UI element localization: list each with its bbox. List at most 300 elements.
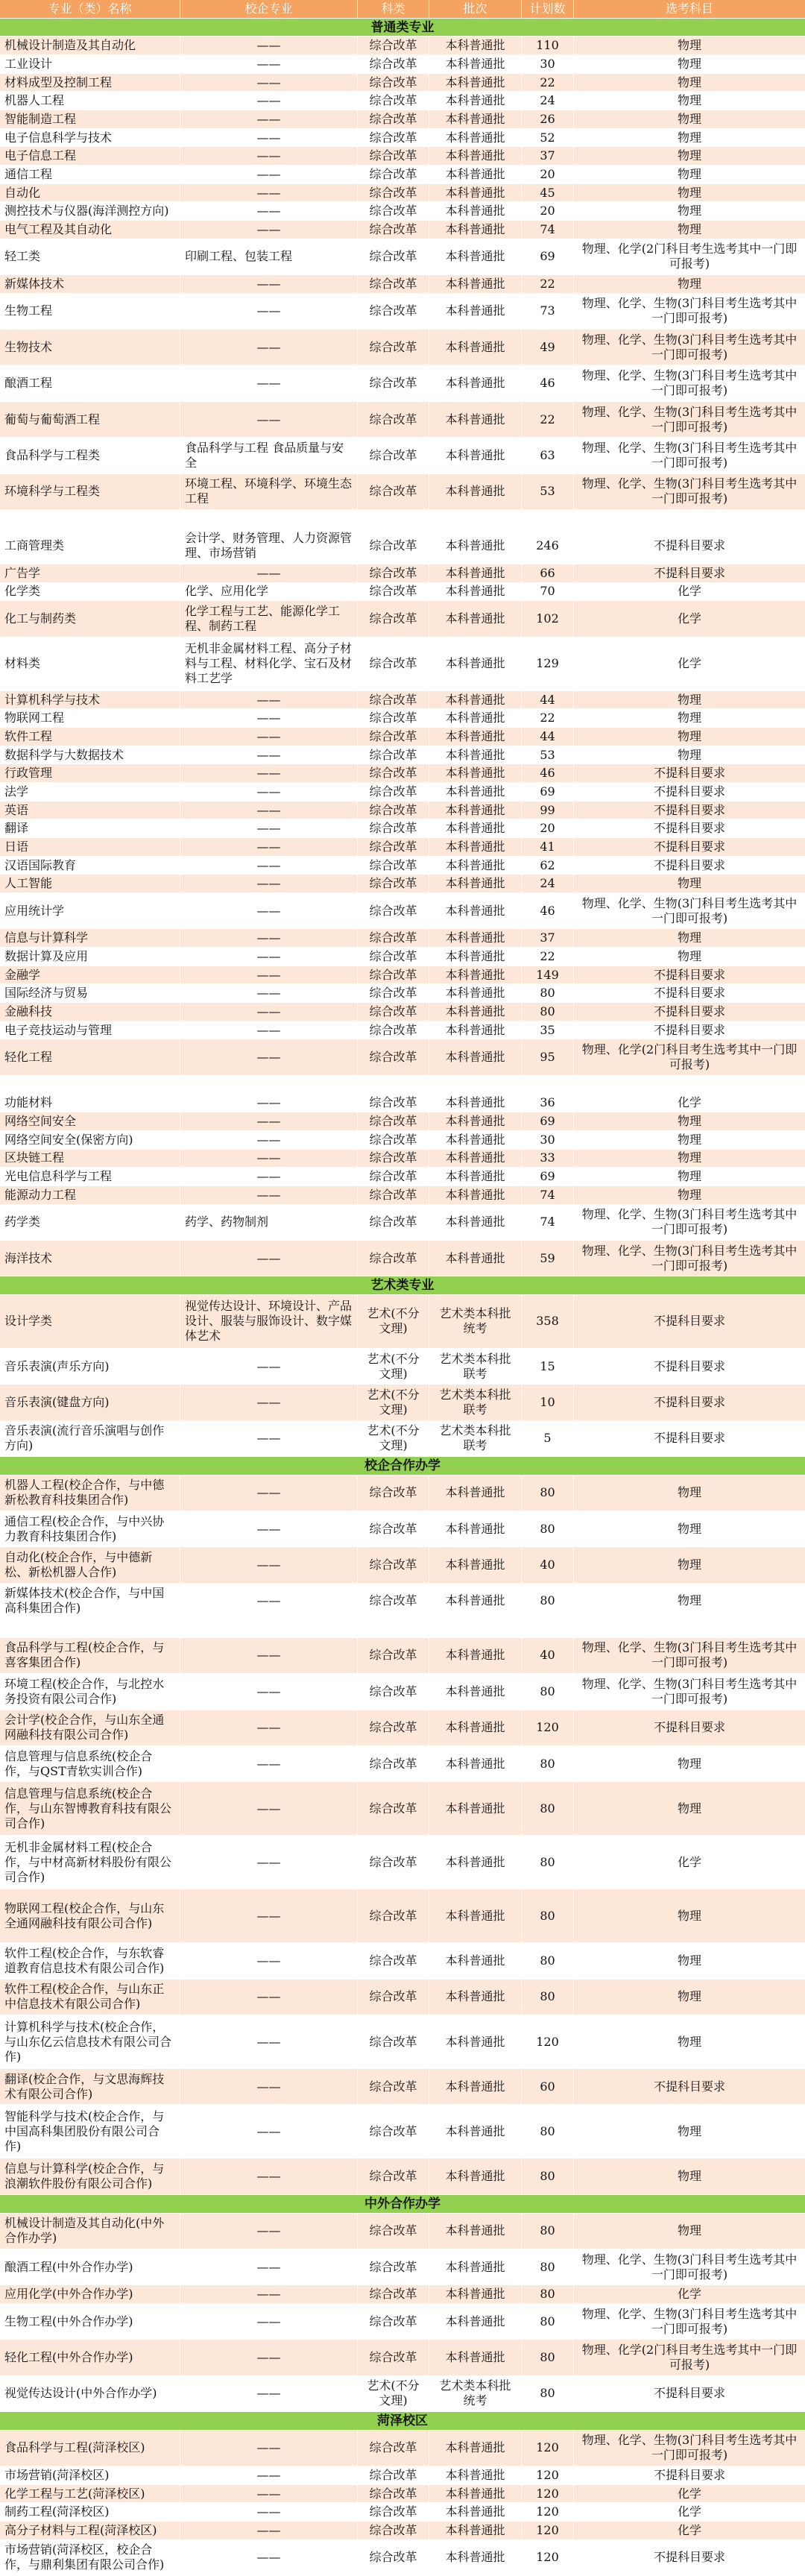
table-spacer <box>0 1619 805 1638</box>
cell-category: 综合改革 <box>358 1782 429 1835</box>
cell-required-subjects: 物理、化学、生物(3门科目考生选考其中一门即可报考) <box>581 332 798 362</box>
table-row <box>0 764 805 783</box>
cell-major-name: 网络空间安全 <box>0 1112 180 1130</box>
cell-category: 综合改革 <box>358 1547 429 1582</box>
cell-plan-count: 80 <box>522 1003 574 1021</box>
cell-major-name: 软件工程 <box>0 728 180 746</box>
cell-plan-count: 80 <box>522 1980 574 2015</box>
cell-enterprise-major: —— <box>180 2466 358 2484</box>
cell-enterprise-major: —— <box>180 1836 358 1889</box>
table-row <box>0 1476 805 1511</box>
cell-category: 综合改革 <box>358 875 429 892</box>
cell-category: 综合改革 <box>358 893 429 928</box>
cell-category: 综合改革 <box>358 2431 429 2466</box>
cell-plan-count: 15 <box>522 1349 574 1384</box>
cell-batch: 本科普通批 <box>429 1943 522 1978</box>
cell-batch: 本科普通批 <box>429 2285 522 2303</box>
cell-plan-count: 149 <box>522 966 574 984</box>
cell-major-name: 食品科学与工程类 <box>0 438 180 473</box>
cell-plan-count: 80 <box>522 1943 574 1978</box>
cell-major-name: 轻工类 <box>0 239 180 274</box>
cell-enterprise-major: —— <box>180 2105 358 2158</box>
cell-major-name: 电气工程及其自动化 <box>0 221 180 239</box>
cell-plan-count: 120 <box>522 1710 574 1745</box>
table-row <box>0 129 805 148</box>
cell-enterprise-major: —— <box>180 2503 358 2521</box>
cell-enterprise-major: —— <box>180 365 358 400</box>
table-row <box>0 294 805 330</box>
cell-required-subjects: 物理 <box>677 2034 701 2049</box>
cell-batch: 本科普通批 <box>429 110 522 128</box>
table-row <box>0 1095 805 1113</box>
cell-batch: 艺术类本科批联考 <box>429 1349 522 1384</box>
cell-required-subjects: 不提科目要求 <box>653 1431 725 1446</box>
header-plan-count: 计划数 <box>522 0 574 18</box>
cell-required-subjects: 不提科目要求 <box>653 784 725 799</box>
table-row <box>0 2285 805 2304</box>
cell-batch: 本科普通批 <box>429 1476 522 1511</box>
table-row <box>0 1638 805 1674</box>
cell-required-subjects: 物理 <box>677 1756 701 1771</box>
cell-plan-count: 70 <box>522 583 574 601</box>
cell-category: 综合改革 <box>358 2249 429 2284</box>
cell-batch: 本科普通批 <box>429 294 522 329</box>
cell-plan-count: 24 <box>522 875 574 892</box>
cell-major-name: 广告学 <box>0 564 180 582</box>
cell-enterprise-major: —— <box>180 2214 358 2249</box>
cell-enterprise-major: —— <box>180 709 358 727</box>
cell-required-subjects: 物理 <box>677 1558 701 1572</box>
cell-plan-count: 60 <box>522 2069 574 2104</box>
cell-batch: 本科普通批 <box>429 1003 522 1021</box>
cell-required-subjects: 物理 <box>677 692 701 707</box>
cell-required-subjects: 不提科目要求 <box>653 839 725 854</box>
table-row <box>0 583 805 602</box>
cell-major-name: 金融学 <box>0 966 180 984</box>
cell-plan-count: 80 <box>522 2340 574 2375</box>
table-row <box>0 2540 805 2576</box>
cell-batch: 本科普通批 <box>429 2522 522 2539</box>
cell-required-subjects: 物理、化学、生物(3门科目考生选考其中一门即可报考) <box>581 368 798 398</box>
cell-category: 艺术(不分文理) <box>358 1295 429 1348</box>
cell-batch: 本科普通批 <box>429 2015 522 2068</box>
cell-required-subjects: 不提科目要求 <box>653 2550 725 2565</box>
cell-major-name: 高分子材料与工程(菏泽校区) <box>0 2522 180 2539</box>
table-row <box>0 948 805 966</box>
cell-required-subjects: 物理 <box>677 204 701 218</box>
cell-major-name: 音乐表演(声乐方向) <box>0 1349 180 1384</box>
cell-batch: 本科普通批 <box>429 184 522 202</box>
cell-enterprise-major: —— <box>180 746 358 764</box>
cell-plan-count: 46 <box>522 365 574 400</box>
cell-enterprise-major: —— <box>180 147 358 165</box>
cell-batch: 本科普通批 <box>429 1039 522 1074</box>
cell-major-name: 自动化 <box>0 184 180 202</box>
section-header <box>0 2412 805 2431</box>
cell-required-subjects: 不提科目要求 <box>653 1314 725 1329</box>
cell-major-name: 信息管理与信息系统(校企合作，与山东智博教育科技有限公司合作) <box>0 1782 180 1835</box>
table-row <box>0 1889 805 1943</box>
cell-major-name: 应用统计学 <box>0 893 180 928</box>
cell-batch: 本科普通批 <box>429 1782 522 1835</box>
cell-batch: 本科普通批 <box>429 1674 522 1709</box>
cell-enterprise-major: —— <box>180 1638 358 1673</box>
cell-plan-count: 20 <box>522 202 574 220</box>
cell-batch: 本科普通批 <box>429 948 522 966</box>
table-row <box>0 2503 805 2522</box>
table-row <box>0 92 805 110</box>
cell-plan-count: 80 <box>522 1511 574 1546</box>
cell-required-subjects: 物理 <box>677 2123 701 2138</box>
cell-required-subjects: 物理 <box>677 2169 701 2184</box>
cell-batch: 本科普通批 <box>429 2214 522 2249</box>
section-header <box>0 1276 805 1295</box>
cell-category: 综合改革 <box>358 92 429 110</box>
cell-major-name: 机器人工程 <box>0 92 180 110</box>
cell-batch: 本科普通批 <box>429 966 522 984</box>
cell-batch: 本科普通批 <box>429 1836 522 1889</box>
cell-category: 综合改革 <box>358 2158 429 2194</box>
table-row <box>0 1186 805 1205</box>
cell-batch: 本科普通批 <box>429 275 522 293</box>
cell-major-name: 环境工程(校企合作，与北控水务投资有限公司合作) <box>0 1674 180 1709</box>
cell-enterprise-major: —— <box>180 893 358 928</box>
cell-category: 综合改革 <box>358 1746 429 1781</box>
cell-category: 综合改革 <box>358 294 429 329</box>
cell-plan-count: 10 <box>522 1385 574 1420</box>
table-row <box>0 1150 805 1168</box>
cell-batch: 艺术类本科批联考 <box>429 1385 522 1420</box>
cell-major-name: 人工智能 <box>0 875 180 892</box>
cell-required-subjects: 不提科目要求 <box>653 2467 725 2482</box>
cell-major-name: 化工与制药类 <box>0 601 180 636</box>
cell-batch: 艺术类本科批统考 <box>429 1295 522 1348</box>
cell-required-subjects: 不提科目要求 <box>653 538 725 553</box>
cell-enterprise-major: —— <box>180 330 358 365</box>
cell-required-subjects: 物理 <box>677 1801 701 1816</box>
cell-major-name: 工业设计 <box>0 55 180 73</box>
cell-category: 综合改革 <box>358 1168 429 1185</box>
cell-major-name: 机械设计制造及其自动化 <box>0 37 180 54</box>
cell-plan-count: 80 <box>522 1782 574 1835</box>
cell-major-name: 日语 <box>0 838 180 856</box>
cell-required-subjects: 物理、化学、生物(3门科目考生选考其中一门即可报考) <box>581 2252 798 2281</box>
table-row <box>0 184 805 203</box>
cell-enterprise-major: —— <box>180 929 358 947</box>
cell-category: 综合改革 <box>358 1150 429 1168</box>
cell-batch: 本科普通批 <box>429 564 522 582</box>
cell-batch: 本科普通批 <box>429 1746 522 1781</box>
cell-enterprise-major: —— <box>180 1782 358 1835</box>
cell-required-subjects: 物理 <box>677 930 701 945</box>
cell-enterprise-major: —— <box>180 1131 358 1149</box>
cell-batch: 本科普通批 <box>429 221 522 239</box>
cell-batch: 本科普通批 <box>429 1710 522 1745</box>
cell-enterprise-major: 无机非金属材料工程、高分子材料与工程、材料化学、宝石及材料工艺学 <box>180 637 358 690</box>
table-row <box>0 275 805 294</box>
cell-required-subjects: 不提科目要求 <box>653 766 725 781</box>
cell-plan-count: 46 <box>522 893 574 928</box>
cell-plan-count: 37 <box>522 929 574 947</box>
section-header <box>0 1457 805 1476</box>
cell-enterprise-major: —— <box>180 1476 358 1511</box>
table-row <box>0 1584 805 1619</box>
cell-category: 综合改革 <box>358 601 429 636</box>
cell-category: 综合改革 <box>358 2105 429 2158</box>
cell-required-subjects: 物理 <box>677 1150 701 1165</box>
cell-batch: 本科普通批 <box>429 1241 522 1276</box>
cell-plan-count: 99 <box>522 802 574 819</box>
table-spacer <box>0 510 805 529</box>
cell-enterprise-major: —— <box>180 202 358 220</box>
cell-enterprise-major: 化学工程与工艺、能源化学工程、制药工程 <box>180 601 358 636</box>
cell-major-name: 音乐表演(流行音乐演唱与创作方向) <box>0 1421 180 1456</box>
cell-required-subjects: 物理 <box>677 185 701 200</box>
cell-category: 综合改革 <box>358 1186 429 1204</box>
cell-category: 综合改革 <box>358 819 429 837</box>
section-title: 校企合作办学 <box>364 1458 441 1473</box>
cell-category: 综合改革 <box>358 1131 429 1149</box>
cell-required-subjects: 物理 <box>677 276 701 291</box>
cell-plan-count: 80 <box>522 1674 574 1709</box>
cell-major-name: 自动化(校企合作，与中德新松、新松机器人合作) <box>0 1547 180 1582</box>
cell-major-name: 酿酒工程 <box>0 365 180 400</box>
cell-batch: 本科普通批 <box>429 2105 522 2158</box>
cell-enterprise-major: —— <box>180 55 358 73</box>
cell-category: 综合改革 <box>358 1241 429 1276</box>
table-row <box>0 802 805 820</box>
cell-plan-count: 80 <box>522 1746 574 1781</box>
table-row <box>0 1295 805 1349</box>
table-row <box>0 2249 805 2285</box>
cell-category: 综合改革 <box>358 1710 429 1745</box>
cell-required-subjects: 不提科目要求 <box>653 2079 725 2094</box>
cell-category: 综合改革 <box>358 1112 429 1130</box>
table-row <box>0 474 805 510</box>
cell-enterprise-major: —— <box>180 2069 358 2104</box>
cell-required-subjects: 物理 <box>677 711 701 725</box>
cell-major-name: 化学工程与工艺(菏泽校区) <box>0 2485 180 2503</box>
cell-enterprise-major: —— <box>180 564 358 582</box>
cell-required-subjects: 不提科目要求 <box>653 821 725 836</box>
cell-category: 综合改革 <box>358 564 429 582</box>
cell-batch: 本科普通批 <box>429 857 522 875</box>
cell-enterprise-major: —— <box>180 1980 358 2015</box>
cell-plan-count: 120 <box>522 2431 574 2466</box>
cell-batch: 本科普通批 <box>429 1980 522 2015</box>
cell-required-subjects: 物理、化学、生物(3门科目考生选考其中一门即可报考) <box>581 404 798 434</box>
cell-plan-count: 62 <box>522 857 574 875</box>
cell-enterprise-major: —— <box>180 2540 358 2575</box>
cell-category: 综合改革 <box>358 857 429 875</box>
cell-required-subjects: 物理、化学、生物(3门科目考生选考其中一门即可报考) <box>581 2433 798 2463</box>
cell-enterprise-major: —— <box>180 1584 358 1619</box>
cell-enterprise-major: —— <box>180 129 358 147</box>
cell-batch: 本科普通批 <box>429 474 522 509</box>
table-row <box>0 2015 805 2069</box>
table-row <box>0 709 805 728</box>
cell-plan-count: 41 <box>522 838 574 856</box>
cell-plan-count: 49 <box>522 330 574 365</box>
cell-required-subjects: 物理 <box>677 93 701 108</box>
cell-required-subjects: 化学 <box>677 611 701 626</box>
cell-batch: 艺术类本科批统考 <box>429 2376 522 2411</box>
cell-enterprise-major: —— <box>180 402 358 437</box>
cell-enterprise-major: —— <box>180 221 358 239</box>
cell-major-name: 生物工程 <box>0 294 180 329</box>
cell-category: 综合改革 <box>358 984 429 1002</box>
cell-plan-count: 69 <box>522 1112 574 1130</box>
cell-major-name: 计算机科学与技术 <box>0 691 180 709</box>
table-row <box>0 2304 805 2340</box>
cell-major-name: 数据计算及应用 <box>0 948 180 966</box>
table-row <box>0 330 805 365</box>
cell-plan-count: 120 <box>522 2522 574 2539</box>
cell-required-subjects: 物理 <box>677 948 701 963</box>
table-row <box>0 1021 805 1040</box>
cell-category: 综合改革 <box>358 1889 429 1942</box>
table-row <box>0 2105 805 2158</box>
cell-batch: 本科普通批 <box>429 239 522 274</box>
cell-batch: 本科普通批 <box>429 1889 522 1942</box>
cell-category: 综合改革 <box>358 1943 429 1978</box>
cell-enterprise-major: —— <box>180 1746 358 1781</box>
cell-batch: 本科普通批 <box>429 1150 522 1168</box>
cell-batch: 本科普通批 <box>429 2431 522 2466</box>
cell-plan-count: 33 <box>522 1150 574 1168</box>
cell-category: 综合改革 <box>358 330 429 365</box>
cell-required-subjects: 物理、化学、生物(3门科目考生选考其中一门即可报考) <box>581 1640 798 1670</box>
cell-major-name: 机械设计制造及其自动化(中外合作办学) <box>0 2214 180 2249</box>
cell-plan-count: 80 <box>522 2249 574 2284</box>
cell-batch: 本科普通批 <box>429 984 522 1002</box>
cell-plan-count: 102 <box>522 601 574 636</box>
table-row <box>0 2522 805 2540</box>
cell-category: 综合改革 <box>358 239 429 274</box>
cell-plan-count: 59 <box>522 1241 574 1276</box>
cell-category: 综合改革 <box>358 37 429 54</box>
cell-major-name: 轻化工程(中外合作办学) <box>0 2340 180 2375</box>
cell-required-subjects: 化学 <box>677 2504 701 2519</box>
cell-batch: 本科普通批 <box>429 330 522 365</box>
table-row <box>0 691 805 710</box>
cell-batch: 本科普通批 <box>429 1547 522 1582</box>
cell-batch: 本科普通批 <box>429 802 522 819</box>
cell-enterprise-major: 印刷工程、包装工程 <box>180 239 358 274</box>
table-row <box>0 1003 805 1021</box>
cell-plan-count: 40 <box>522 1638 574 1673</box>
cell-enterprise-major: —— <box>180 37 358 54</box>
cell-batch: 本科普通批 <box>429 1638 522 1673</box>
cell-enterprise-major: —— <box>180 2431 358 2466</box>
table-row <box>0 37 805 55</box>
cell-enterprise-major: 会计学、财务管理、人力资源管理、市场营销 <box>180 529 358 564</box>
cell-enterprise-major: —— <box>180 1112 358 1130</box>
cell-major-name: 新媒体技术 <box>0 275 180 293</box>
cell-major-name: 酿酒工程(中外合作办学) <box>0 2249 180 2284</box>
cell-plan-count: 22 <box>522 948 574 966</box>
table-row <box>0 857 805 875</box>
cell-major-name: 智能制造工程 <box>0 110 180 128</box>
cell-category: 综合改革 <box>358 55 429 73</box>
cell-major-name: 翻译 <box>0 819 180 837</box>
table-row <box>0 1710 805 1746</box>
cell-required-subjects: 物理 <box>677 728 701 743</box>
cell-batch: 本科普通批 <box>429 1511 522 1546</box>
cell-major-name: 视觉传达设计(中外合作办学) <box>0 2376 180 2411</box>
cell-batch: 本科普通批 <box>429 819 522 837</box>
cell-plan-count: 30 <box>522 1131 574 1149</box>
cell-plan-count: 80 <box>522 2304 574 2339</box>
cell-enterprise-major: —— <box>180 2485 358 2503</box>
cell-required-subjects: 不提科目要求 <box>653 1022 725 1037</box>
cell-enterprise-major: —— <box>180 875 358 892</box>
cell-major-name: 通信工程 <box>0 166 180 183</box>
cell-batch: 本科普通批 <box>429 74 522 92</box>
header-major: 专业（类）名称 <box>0 0 180 18</box>
header-batch: 批次 <box>429 0 522 18</box>
cell-plan-count: 80 <box>522 2158 574 2194</box>
table-row <box>0 1746 805 1782</box>
cell-required-subjects: 物理 <box>677 747 701 762</box>
cell-plan-count: 53 <box>522 474 574 509</box>
cell-major-name: 计算机科学与技术(校企合作，与山东亿云信息技术有限公司合作) <box>0 2015 180 2068</box>
table-row <box>0 601 805 637</box>
cell-batch: 本科普通批 <box>429 1095 522 1112</box>
table-row <box>0 2214 805 2249</box>
cell-major-name: 生物工程(中外合作办学) <box>0 2304 180 2339</box>
table-row <box>0 365 805 401</box>
cell-batch: 本科普通批 <box>429 438 522 473</box>
cell-category: 综合改革 <box>358 838 429 856</box>
cell-required-subjects: 化学 <box>677 2522 701 2537</box>
cell-category: 综合改革 <box>358 1836 429 1889</box>
cell-major-name: 金融科技 <box>0 1003 180 1021</box>
table-row <box>0 1112 805 1131</box>
cell-category: 综合改革 <box>358 1095 429 1112</box>
cell-plan-count: 129 <box>522 637 574 690</box>
cell-category: 综合改革 <box>358 402 429 437</box>
cell-category: 综合改革 <box>358 2015 429 2068</box>
cell-batch: 本科普通批 <box>429 202 522 220</box>
cell-required-subjects: 物理 <box>677 876 701 891</box>
cell-major-name: 工商管理类 <box>0 529 180 564</box>
cell-major-name: 测控技术与仪器(海洋测控方向) <box>0 202 180 220</box>
cell-major-name: 市场营销(菏泽校区) <box>0 2466 180 2484</box>
cell-major-name: 会计学(校企合作，与山东全通网融科技有限公司合作) <box>0 1710 180 1745</box>
cell-category: 综合改革 <box>358 74 429 92</box>
table-row <box>0 966 805 985</box>
section-title: 菏泽校区 <box>377 2413 428 2428</box>
cell-plan-count: 53 <box>522 746 574 764</box>
cell-enterprise-major: —— <box>180 92 358 110</box>
cell-major-name: 功能材料 <box>0 1095 180 1112</box>
cell-plan-count: 120 <box>522 2015 574 2068</box>
cell-batch: 本科普通批 <box>429 37 522 54</box>
cell-enterprise-major: —— <box>180 1095 358 1112</box>
cell-enterprise-major: —— <box>180 2015 358 2068</box>
cell-batch: 本科普通批 <box>429 893 522 928</box>
table-row <box>0 1039 805 1075</box>
cell-plan-count: 20 <box>522 819 574 837</box>
cell-required-subjects: 物理 <box>677 75 701 89</box>
cell-required-subjects: 物理 <box>677 1989 701 2004</box>
cell-required-subjects: 物理、化学、生物(3门科目考生选考其中一门即可报考) <box>581 895 798 925</box>
cell-category: 综合改革 <box>358 929 429 947</box>
cell-enterprise-major: —— <box>180 857 358 875</box>
cell-plan-count: 80 <box>522 2285 574 2303</box>
cell-major-name: 设计学类 <box>0 1295 180 1348</box>
